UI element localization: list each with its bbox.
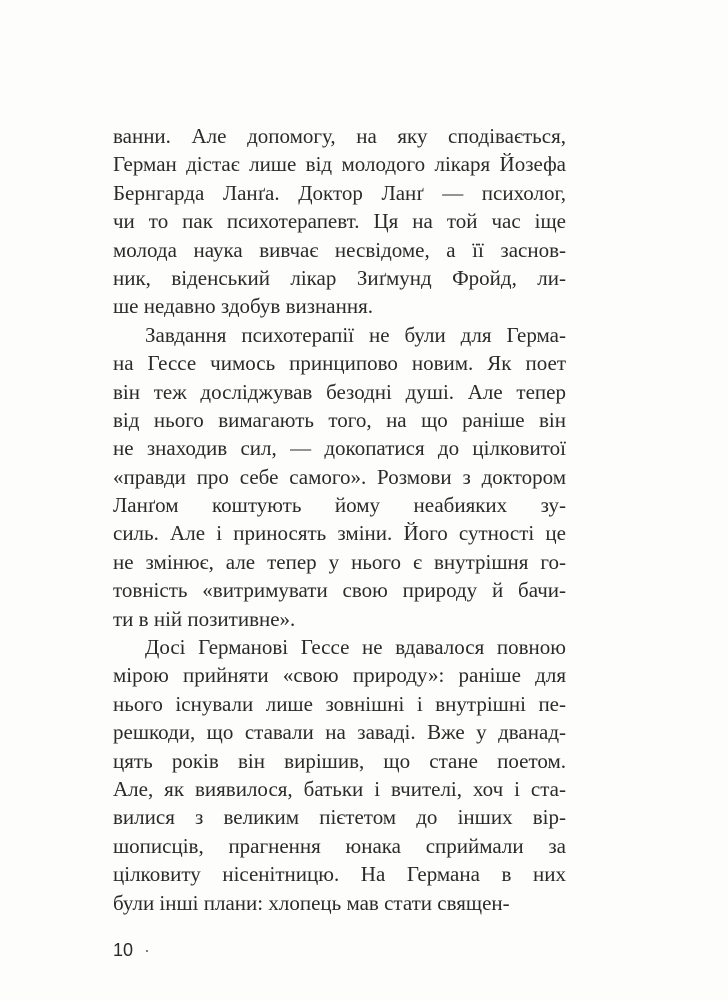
text-line: від нього вимагають того, на що раніше він: [113, 407, 566, 432]
paragraph: [113, 633, 566, 917]
text-line: Ланґом коштують йому неабияких зу-: [113, 493, 566, 518]
text-line: чи то пак психотерапевт. Ця на той час іще: [113, 209, 566, 234]
text-line: ти в ній позитивне».: [113, 606, 296, 631]
text-line: товність «витримувати свою природу й бачи-: [113, 578, 566, 603]
text-line: Герман дістає лише від молодого лікаря Йозефа: [113, 152, 566, 177]
text-line: Бернгарда Ланґа. Доктор Ланґ — психолог,: [113, 180, 566, 205]
text-line: на Гессе чимось принципово новим. Як поет: [113, 351, 566, 376]
text-line: силь. Але і приносять зміни. Його сутності це: [113, 521, 566, 546]
page-number: 10: [113, 940, 134, 960]
body-text: [113, 122, 566, 917]
text-line: цілковиту нісенітницю. На Германа в них: [113, 862, 566, 887]
text-line: ванни. Але допомогу, на яку сподівається,: [113, 124, 566, 148]
text-line: шописців, прагнення юнака сприймали за: [113, 833, 566, 858]
paragraph: [113, 321, 566, 633]
text-line: решкоди, що ставали на заваді. Вже у дванад-: [113, 720, 566, 745]
paragraph: [113, 122, 566, 321]
text-line: він теж досліджував безодні душі. Але тепер: [113, 379, 566, 404]
text-line: не знаходив сил, — докопатися до цілковитої: [113, 436, 566, 461]
text-line: були інші плани: хлопець мав стати священ-: [113, 890, 510, 915]
text-line: Завдання психотерапії не були для Герма-: [145, 322, 566, 347]
text-line: вилися з великим пієтетом до інших вір-: [113, 805, 566, 830]
scan-speck: [146, 950, 148, 952]
text-line: ник, віденський лікар Зиґмунд Фройд, ли-: [113, 265, 566, 290]
text-line: не змінює, але тепер у нього є внутрішня го-: [113, 549, 566, 574]
text-line: ше недавно здобув визнання.: [113, 294, 373, 319]
text-line: мірою прийняти «свою природу»: раніше для: [113, 663, 566, 688]
text-line: «правди про себе самого». Розмови з доктором: [113, 464, 566, 489]
text-line: Досі Германові Гессе не вдавалося повною: [145, 635, 566, 660]
text-line: цять років він вирішив, що стане поетом.: [113, 748, 566, 773]
text-line: Але, як виявилося, батьки і вчителі, хоч і ста-: [113, 776, 566, 801]
text-line: молода наука вивчає несвідоме, а її заснов-: [113, 237, 566, 262]
text-line: нього існували лише зовнішні і внутрішні пе-: [113, 691, 566, 716]
